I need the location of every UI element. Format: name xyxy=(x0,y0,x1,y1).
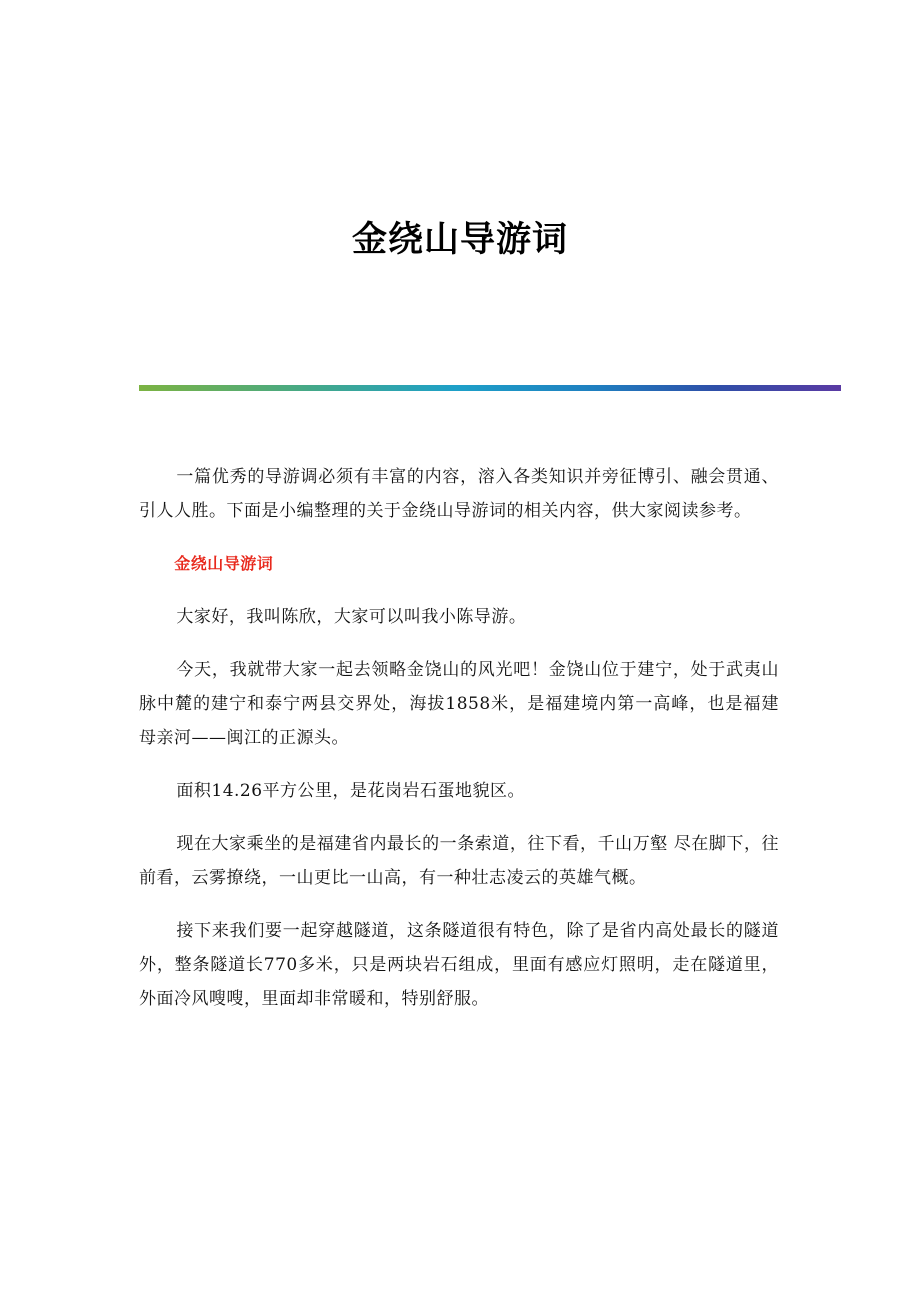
body-paragraph: 接下来我们要一起穿越隧道，这条隧道很有特色，除了是省内高处最长的隧道外，整条隧道长770多米，只是两块岩石组成，里面有感应灯照明，走在隧道里，外面冷风嗖嗖，里面却非常暖和，特别舒服。 xyxy=(139,921,779,1009)
body-paragraph: 现在大家乘坐的是福建省内最长的一条索道，往下看，千山万壑 尽在脚下，往前看，云雾撩绕，一山更比一山高，有一种壮志凌云的英雄气概。 xyxy=(139,834,779,888)
gradient-divider xyxy=(139,385,841,391)
body-paragraph: 面积14.26平方公里，是花岗岩石蛋地貌区。 xyxy=(176,781,526,801)
body-paragraph: 今天，我就带大家一起去领略金饶山的风光吧！金饶山位于建宁，处于武夷山脉中麓的建宁和泰宁两县交界处，海拔1858米，是福建境内第一高峰，也是福建母亲河——闽江的正源头。 xyxy=(139,660,779,748)
document-title: 金绕山导游词 xyxy=(351,220,568,260)
document-body xyxy=(139,460,779,1035)
section-subheading: 金绕山导游词 xyxy=(174,554,274,573)
intro-paragraph: 一篇优秀的导游调必须有丰富的内容，溶入各类知识并旁征博引、融会贯通、引人人胜。下面是小编整理的关于金绕山导游词的相关内容，供大家阅读参考。 xyxy=(139,467,779,521)
body-paragraph: 大家好，我叫陈欣，大家可以叫我小陈导游。 xyxy=(176,607,527,627)
